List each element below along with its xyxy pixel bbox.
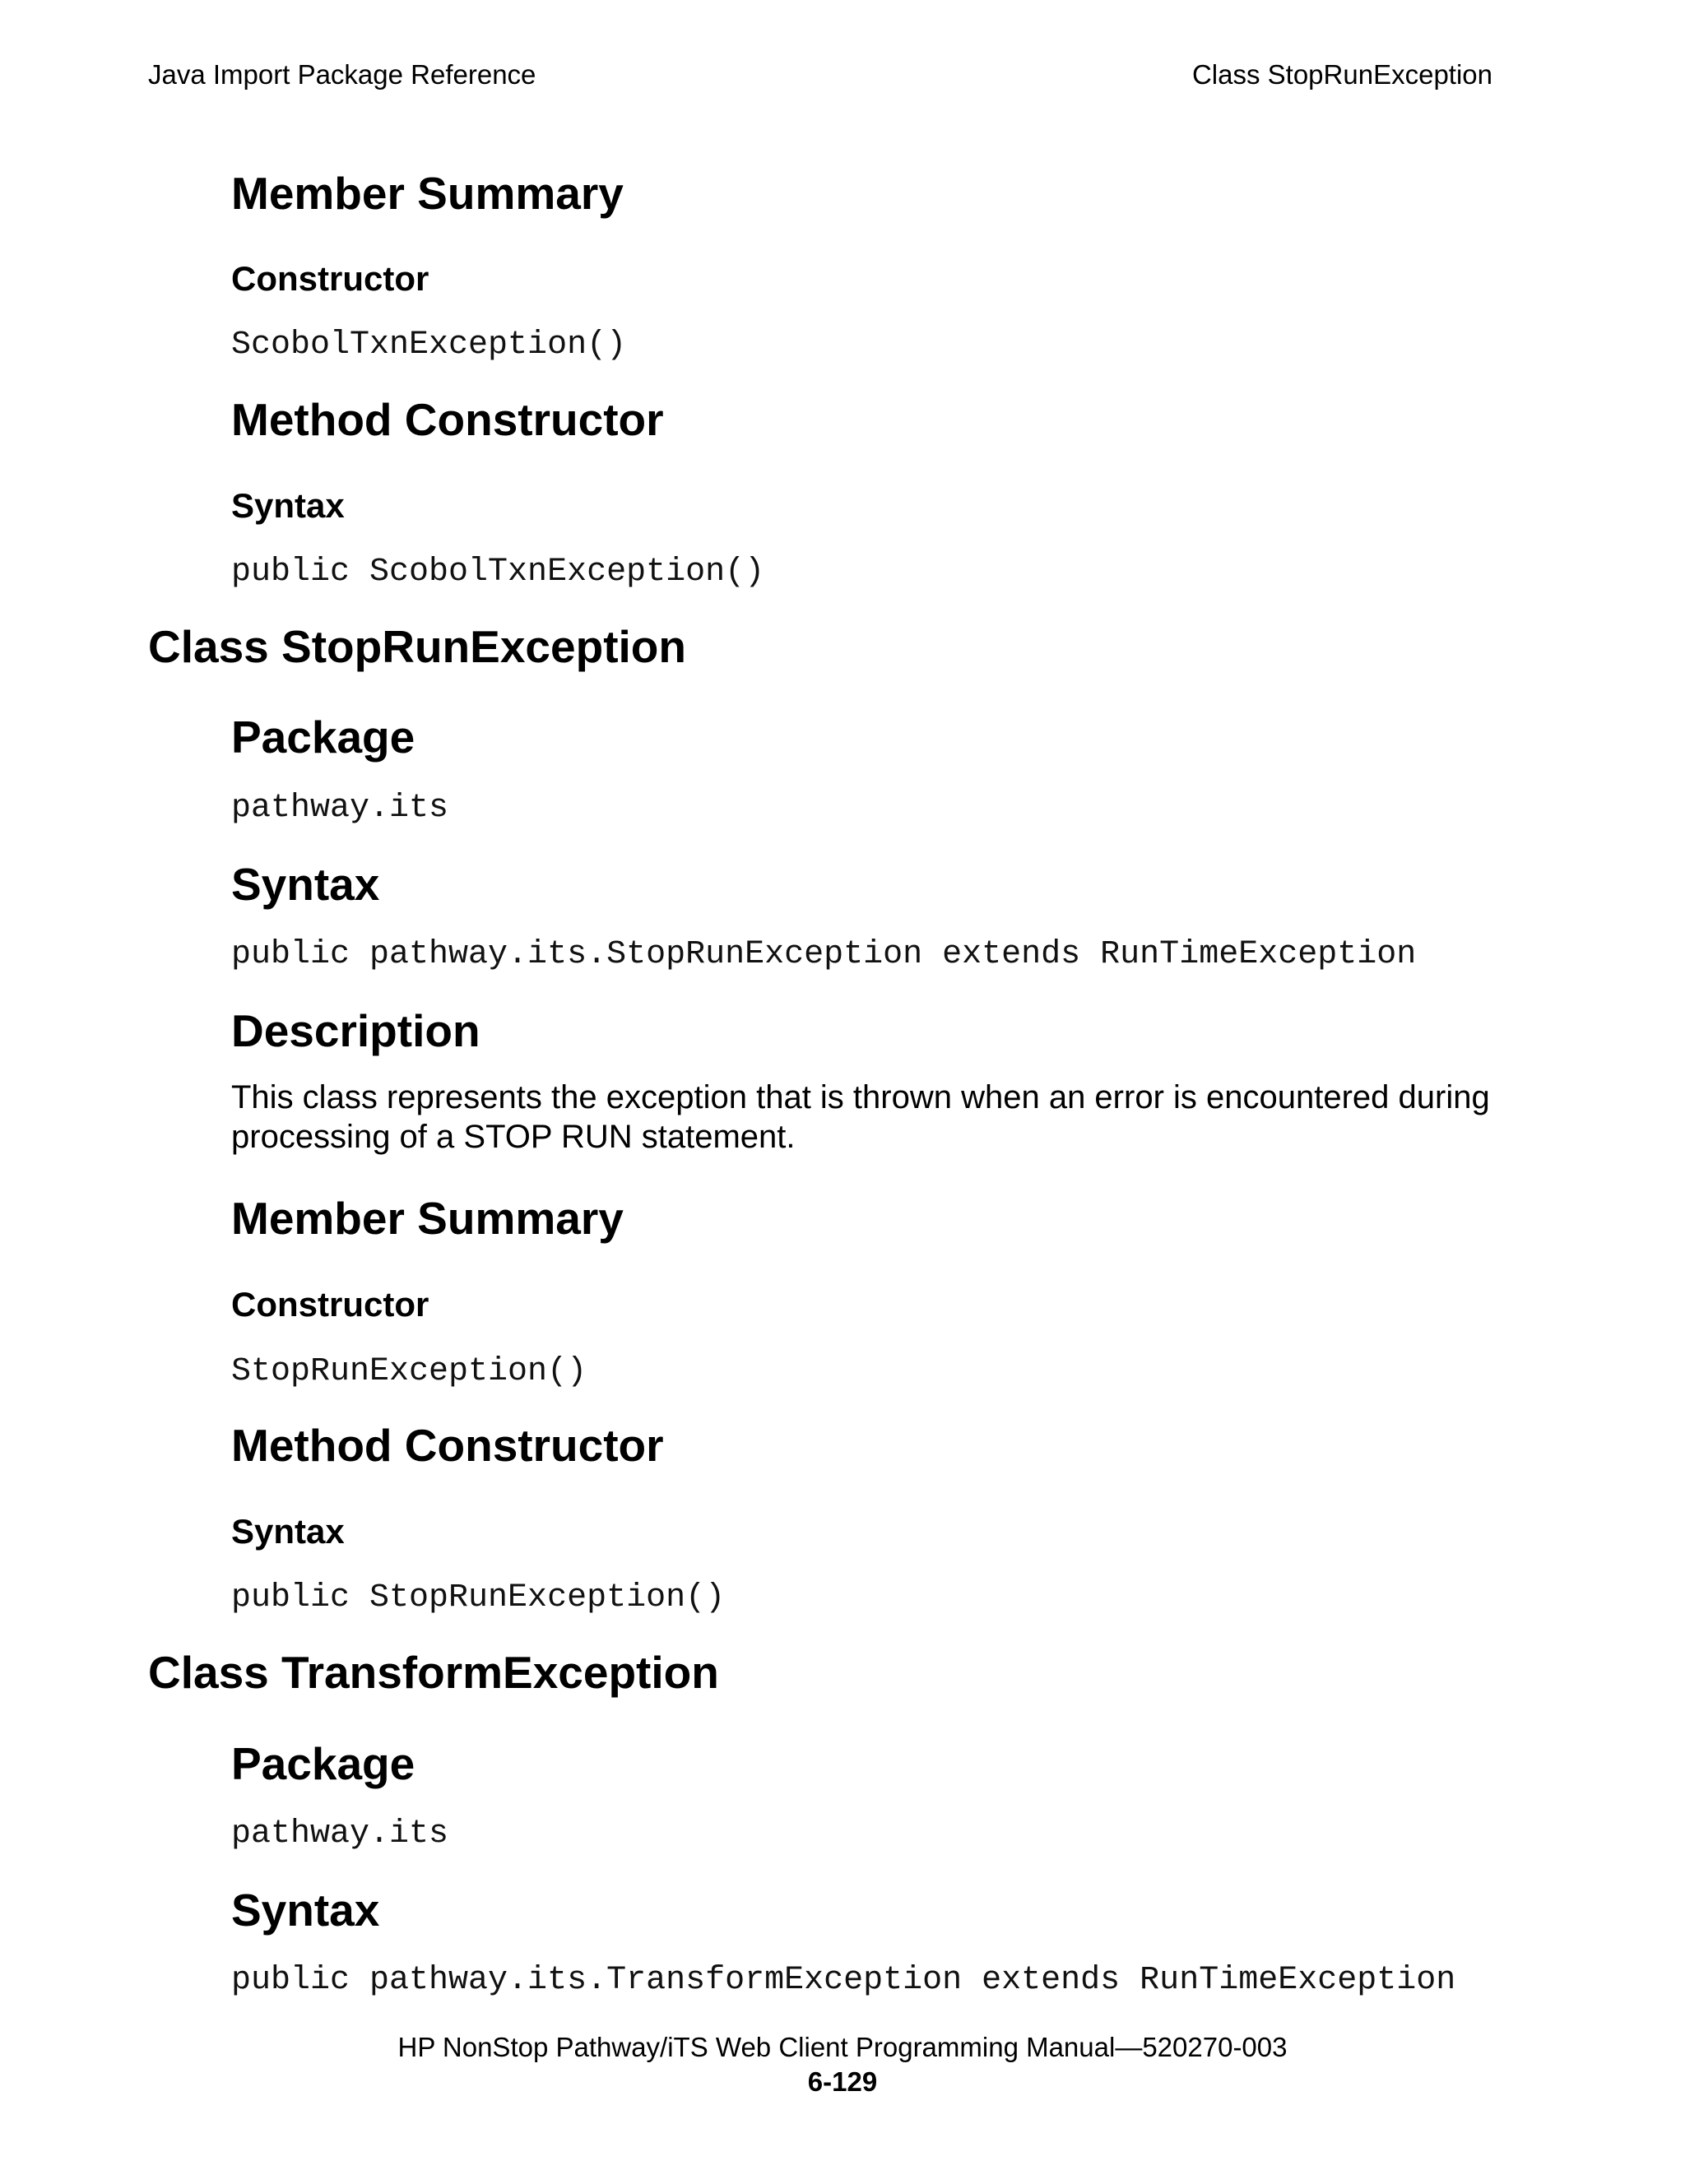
syntax-code: public ScobolTxnException()	[231, 554, 765, 591]
syntax-heading: Syntax	[231, 859, 380, 910]
member-summary-heading: Member Summary	[231, 168, 624, 219]
description-heading: Description	[231, 1005, 480, 1056]
syntax-code: public pathway.its.StopRunException extends RunTimeException	[231, 936, 1417, 973]
class-stoprun-title: Class StopRunException	[148, 621, 686, 672]
syntax-heading: Syntax	[231, 1512, 345, 1551]
syntax-heading: Syntax	[231, 1885, 380, 1936]
method-constructor-heading: Method Constructor	[231, 394, 664, 445]
class-transform-title: Class TransformException	[148, 1647, 719, 1698]
method-constructor-heading: Method Constructor	[231, 1420, 664, 1471]
syntax-code: public StopRunException()	[231, 1579, 726, 1616]
package-heading: Package	[231, 1738, 415, 1789]
constructor-code: ScobolTxnException()	[231, 327, 627, 364]
description-text: This class represents the exception that is thrown when an error is encountered during processing of a STOP RUN statement.	[231, 1079, 1490, 1155]
package-code: pathway.its	[231, 1815, 449, 1852]
running-header-left: Java Import Package Reference	[148, 59, 536, 90]
footer-page-number: 6-129	[807, 2066, 878, 2097]
running-header-right: Class StopRunException	[1191, 59, 1492, 90]
package-code: pathway.its	[231, 790, 449, 827]
constructor-heading: Constructor	[231, 1285, 429, 1324]
package-heading: Package	[231, 712, 415, 763]
syntax-heading: Syntax	[231, 486, 345, 525]
member-summary-heading: Member Summary	[231, 1193, 624, 1244]
constructor-heading: Constructor	[231, 259, 429, 298]
constructor-code: StopRunException()	[231, 1353, 587, 1390]
footer-manual-title: HP NonStop Pathway/iTS Web Client Programming Manual—520270-003	[397, 2032, 1288, 2062]
syntax-code: public pathway.its.TransformException extends RunTimeException	[231, 1962, 1456, 1999]
